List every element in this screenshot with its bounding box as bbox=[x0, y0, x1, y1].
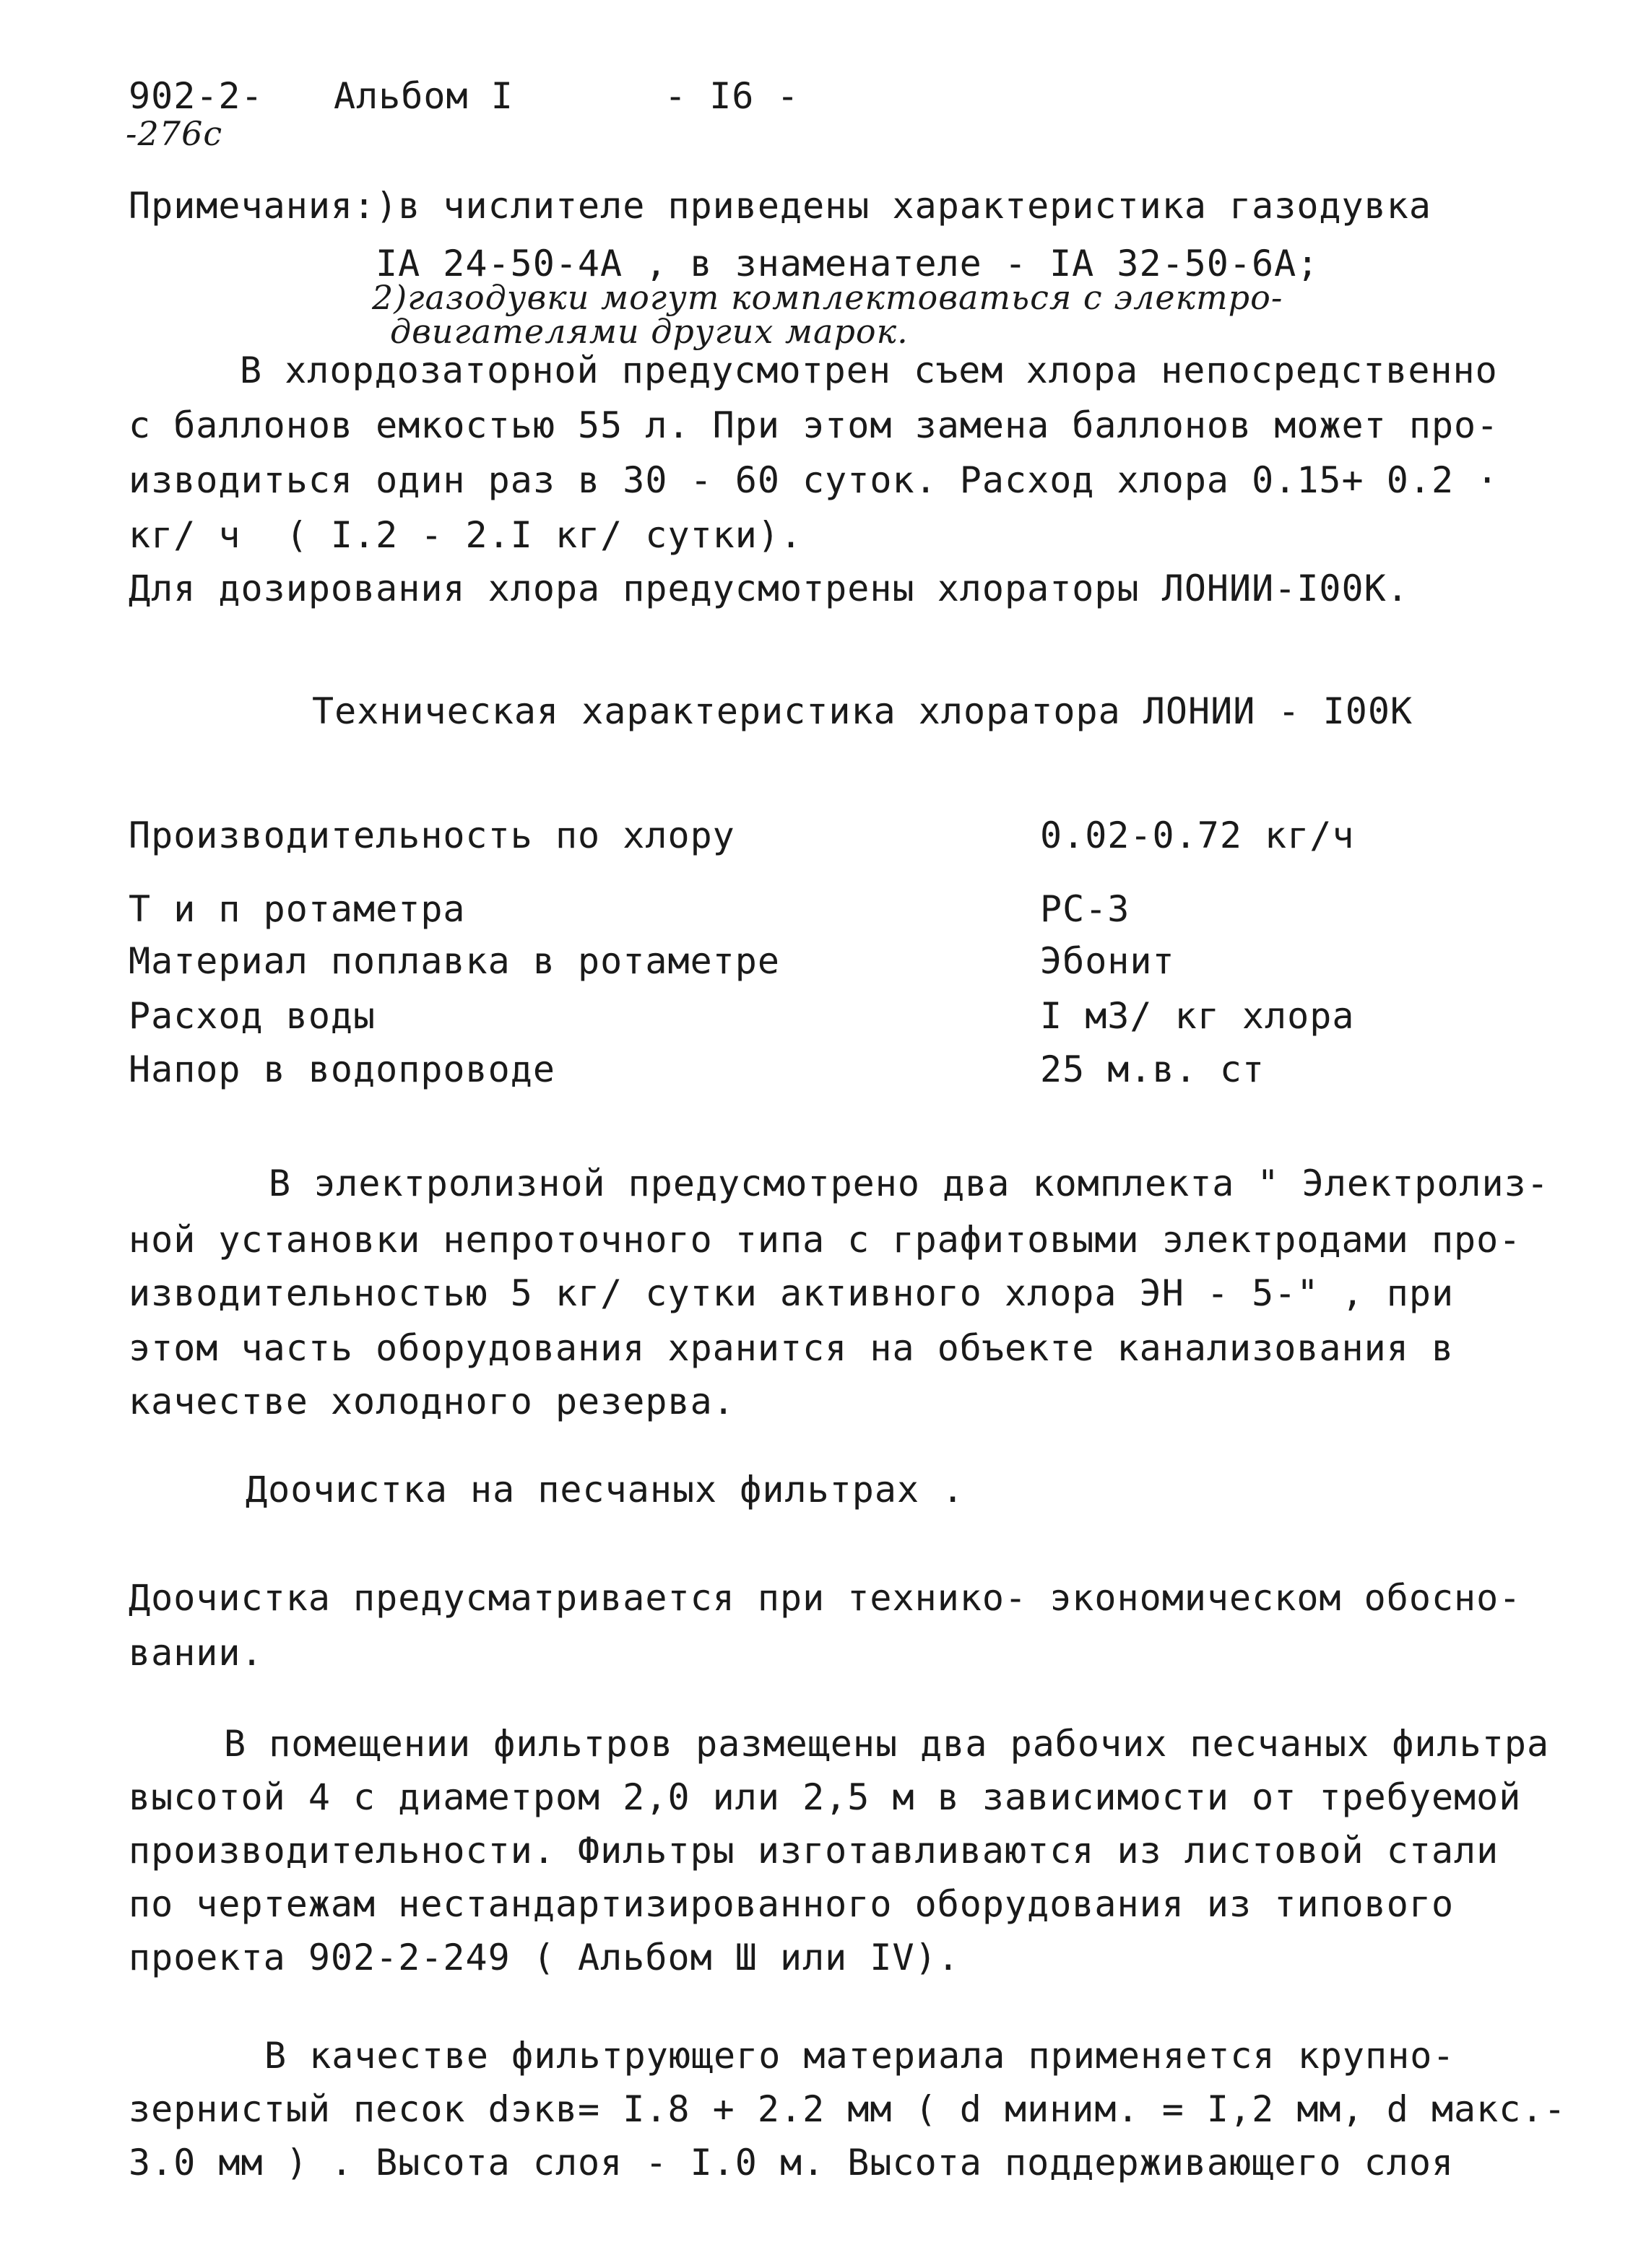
note-handwritten-2: двигателями других марок. bbox=[390, 312, 909, 351]
chlorination-line-2: с баллонов емкостью 55 л. При этом замена баллонов может про- bbox=[129, 404, 1499, 446]
filters-line-4: по чертежам нестандартизированного оборудования из типового bbox=[129, 1883, 1455, 1925]
spec-label: Материал поплавка в ротаметре bbox=[129, 940, 780, 982]
electrolysis-line-5: качестве холодного резерва. bbox=[129, 1381, 735, 1422]
spec-value: 0.02-0.72 кг/ч bbox=[1040, 814, 1355, 856]
album-label: Альбом I bbox=[334, 75, 514, 117]
spec-label: Напор в водопроводе bbox=[129, 1048, 555, 1090]
chlorination-line-3: изводиться один раз в 30 - 60 суток. Расход хлора 0.15+ 0.2 · bbox=[129, 459, 1499, 501]
chlorination-line-1: В хлордозаторной предусмотрен съем хлора непосредственно bbox=[240, 349, 1498, 391]
chlorination-line-5: Для дозирования хлора предусмотрены хлораторы ЛОНИИ-I00К. bbox=[129, 568, 1409, 609]
section-heading: Доочистка на песчаных фильтрах . bbox=[246, 1469, 965, 1511]
spec-value: 25 м.в. ст bbox=[1040, 1048, 1265, 1090]
note-handwritten-1: 2)газодувки могут комплектоваться с электро- bbox=[372, 278, 1283, 317]
spec-label: Расход воды bbox=[129, 995, 376, 1037]
material-line-2: зернистый песок dэкв= I.8 + 2.2 мм ( d миним. = I,2 мм, d макс.- bbox=[129, 2088, 1567, 2130]
filters-line-1: В помещении фильтров размещены два рабочих песчаных фильтра bbox=[224, 1723, 1550, 1765]
spec-value: Эбонит bbox=[1040, 940, 1175, 982]
chlorination-line-4: кг/ ч ( I.2 - 2.I кг/ сутки). bbox=[129, 514, 803, 556]
electrolysis-line-4: этом часть оборудования хранится на объекте канализования в bbox=[129, 1327, 1455, 1369]
spec-label: Т и п ротаметра bbox=[129, 888, 466, 930]
filters-line-3: производительности. Фильтры изготавливаются из листовой стали bbox=[129, 1830, 1499, 1872]
spec-value: РС-3 bbox=[1040, 888, 1130, 930]
post-treatment-line-1: Доочистка предусматривается при технико- экономическом обосно- bbox=[129, 1577, 1522, 1619]
electrolysis-line-3: изводительностью 5 кг/ сутки активного хлора ЭН - 5-" , при bbox=[129, 1272, 1455, 1314]
electrolysis-line-1: В электролизной предусмотрено два комплекта " Электролиз- bbox=[269, 1163, 1549, 1204]
project-code: 902-2- bbox=[129, 75, 264, 117]
note-line-2: IA 24-50-4A , в знаменателе - IA 32-50-6A; bbox=[376, 243, 1320, 284]
post-treatment-line-2: вании. bbox=[129, 1632, 264, 1674]
page-number: - I6 - bbox=[664, 75, 800, 117]
material-line-1: В качестве фильтрующего материала применяется крупно- bbox=[264, 2035, 1455, 2077]
spec-value: I м3/ кг хлора bbox=[1040, 995, 1355, 1037]
electrolysis-line-2: ной установки непроточного типа с графитовыми электродами про- bbox=[129, 1219, 1522, 1261]
note-line-1: Примечания:)в числителе приведены характеристика газодувка bbox=[129, 185, 1431, 227]
filters-line-2: высотой 4 с диаметром 2,0 или 2,5 м в зависимости от требуемой bbox=[129, 1776, 1522, 1818]
material-line-3: 3.0 мм ) . Высота слоя - I.0 м. Высота поддерживающего слоя bbox=[129, 2142, 1455, 2184]
spec-title: Техническая характеристика хлоратора ЛОНИИ - I00К bbox=[312, 690, 1413, 732]
filters-line-5: проекта 902-2-249 ( Альбом Ш или IV). bbox=[129, 1937, 960, 1978]
spec-label: Производительность по хлору bbox=[129, 814, 735, 856]
project-suffix: -276c bbox=[126, 114, 223, 153]
